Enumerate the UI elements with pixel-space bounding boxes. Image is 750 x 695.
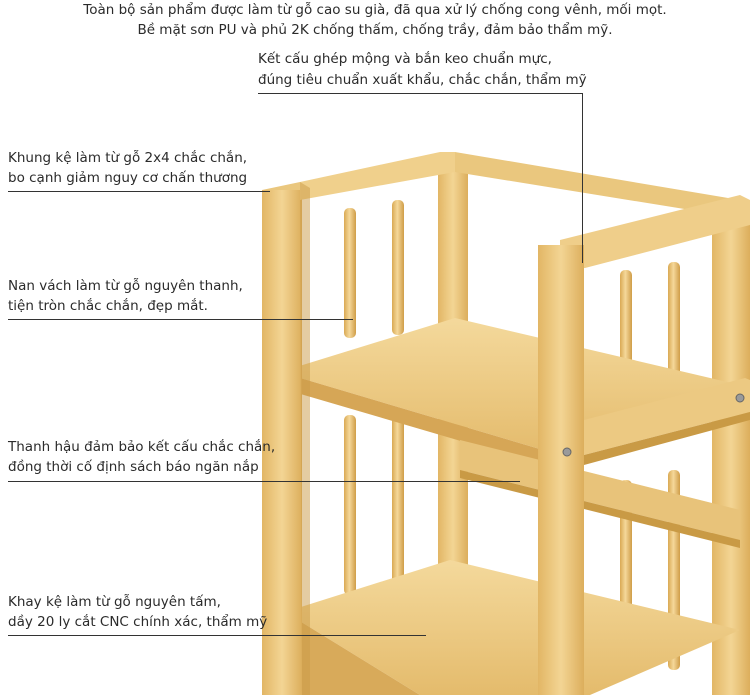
callout-joinery-underline xyxy=(258,93,583,94)
callout-frame-line-1: Khung kệ làm từ gỗ 2x4 chắc chắn, xyxy=(8,150,248,166)
front-right-post xyxy=(538,245,584,695)
callout-back-bar-leader xyxy=(8,481,520,482)
callout-slats-line-1: Nan vách làm từ gỗ nguyên thanh, xyxy=(8,278,243,294)
callout-slats-line-2: tiện tròn chắc chắn, đẹp mắt. xyxy=(8,298,208,314)
screw xyxy=(563,448,571,456)
callout-frame-leader xyxy=(8,191,270,192)
slat xyxy=(392,410,404,590)
callout-back-bar-line-2: đồng thời cố định sách báo ngăn nắp xyxy=(8,459,259,475)
callout-joinery-line-2: đúng tiêu chuẩn xuất khẩu, chắc chắn, thẩm mỹ xyxy=(258,72,587,88)
header-line-1: Toàn bộ sản phẩm được làm từ gỗ cao su già, đã qua xử lý chống cong vênh, mối mọt. xyxy=(83,2,667,18)
callout-back-bar-line-1: Thanh hậu đảm bảo kết cấu chắc chắn, xyxy=(8,439,276,455)
back-right-post xyxy=(712,205,750,695)
callout-slats-leader xyxy=(8,319,353,320)
callout-tray-line-2: dầy 20 ly cắt CNC chính xác, thẩm mỹ xyxy=(8,614,268,630)
header-line-2: Bề mặt sơn PU và phủ 2K chống thấm, chống trầy, đảm bảo thẩm mỹ. xyxy=(137,22,613,38)
callout-tray-leader xyxy=(8,635,426,636)
slat xyxy=(344,415,356,595)
screw xyxy=(736,394,744,402)
callout-frame-line-2: bo cạnh giảm nguy cơ chấn thương xyxy=(8,170,248,186)
callout-joinery-leader xyxy=(582,93,583,263)
slat xyxy=(392,200,404,335)
callout-tray-line-1: Khay kệ làm từ gỗ nguyên tấm, xyxy=(8,594,221,610)
callout-joinery-line-1: Kết cấu ghép mộng và bắn keo chuẩn mực, xyxy=(258,51,552,67)
